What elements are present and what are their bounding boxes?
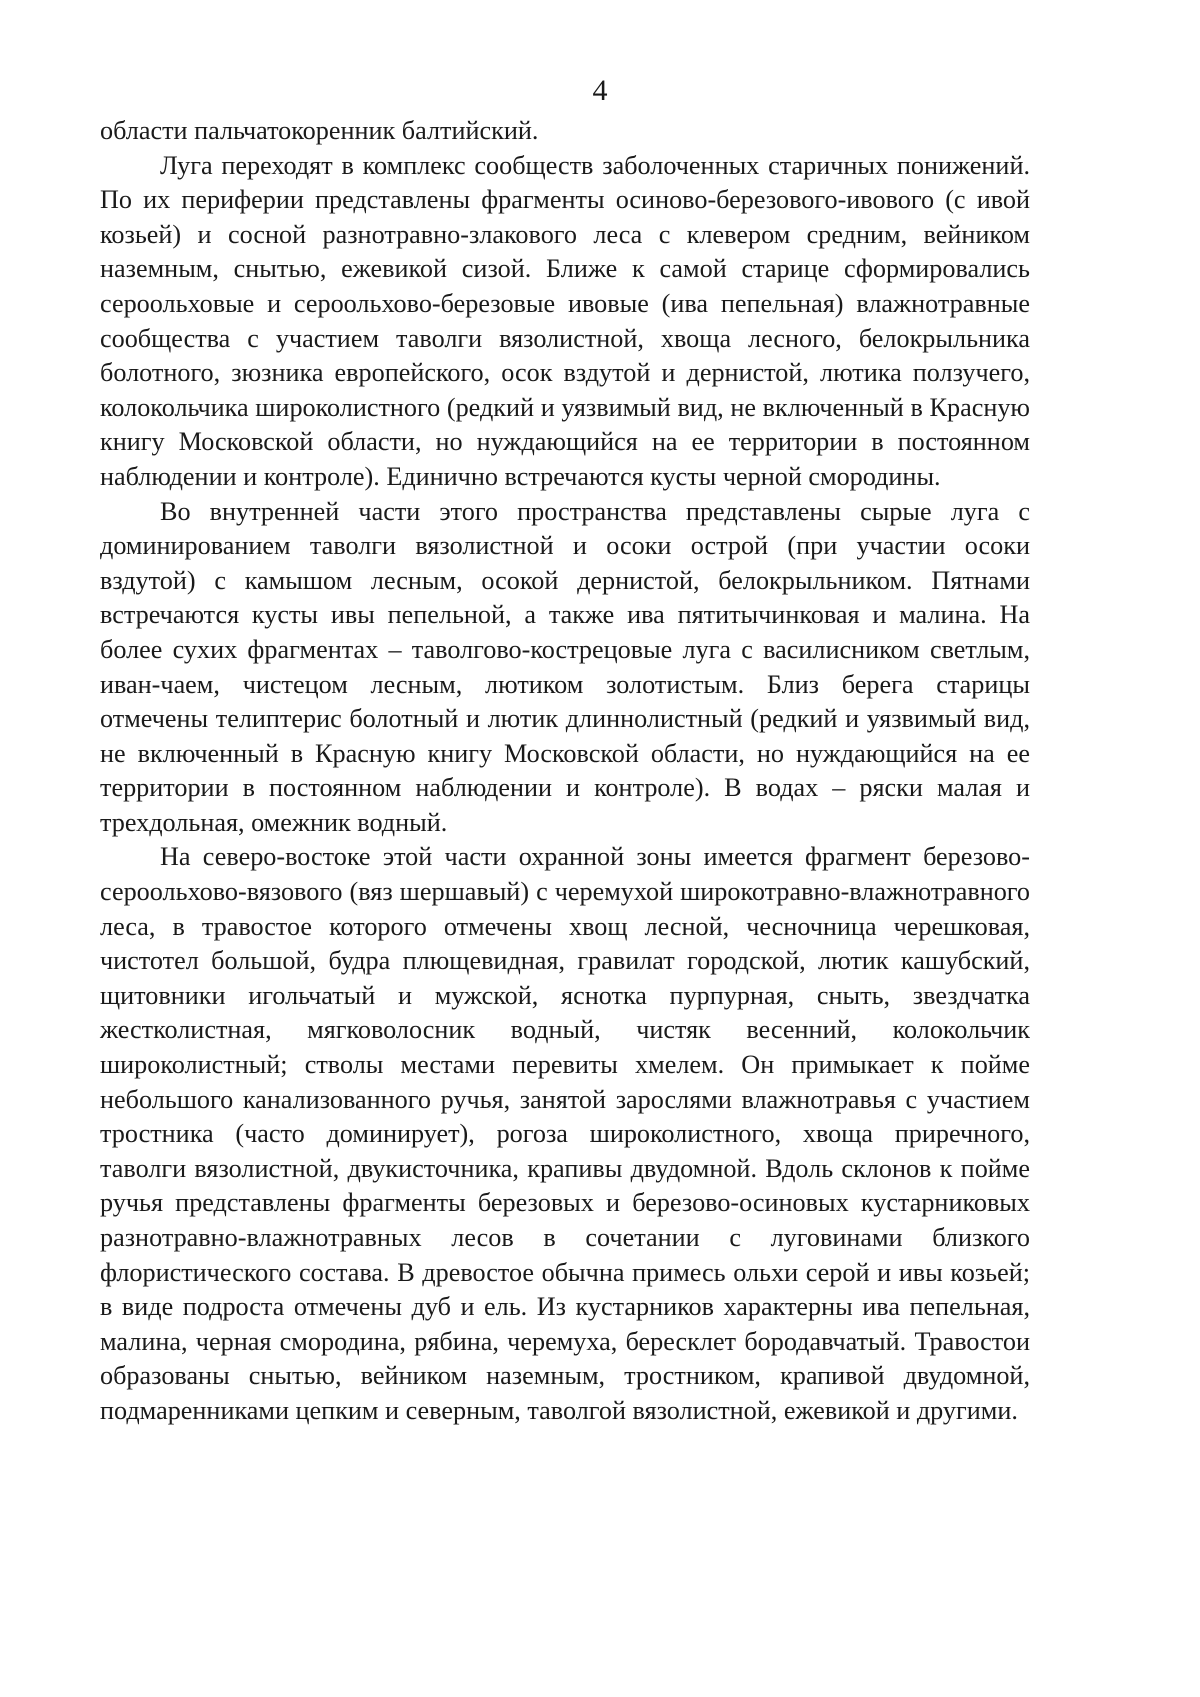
- paragraph-continuation: области пальчатокоренник балтийский.: [100, 116, 539, 145]
- paragraph-north-east: На северо-востоке этой части охранной зоны имеется фрагмент березово-сероольхово-вязового (вяз шершавый) с черемухой широкотравно-влажнотравного леса, в травостое которого отмечены хвощ лесной, чесночница черешковая, чистотел большой, будра плющевидная, гравилат городской, лютик кашубский, щитовники игольчатый и мужской, яснотка пурпурная, сныть, звездчатка жестколистная, мягковолосник водный, чистяк весенний, колокольчик широколистный; стволы местами перевиты хмелем. Он примыкает к пойме небольшого канализованного ручья, занятой зарослями влажнотравья с участием тростника (часто доминирует), рогоза широколистного, хвоща приречного, таволги вязолистной, двукисточника, крапивы двудомной. Вдоль склонов к пойме ручья представлены фрагменты березовых и березово-осиновых кустарниковых разнотравно-влажнотравных лесов в сочетании с луговинами близкого флористического состава. В древостое обычна примесь ольхи серой и ивы козьей; в виде подроста отмечены дуб и ель. Из кустарников характерны ива пепельная, малина, черная смородина, рябина, черемуха, бересклет бородавчатый. Травостои образованы снытью, вейником наземным, тростником, крапивой двудомной, подмаренниками цепким и северным, таволгой вязолистной, ежевикой и другими.: [100, 842, 1030, 1425]
- page-number: 4: [592, 74, 608, 107]
- paragraph-inner-part: Во внутренней части этого пространства представлены сырые луга с доминированием таволги вязолистной и осоки острой (при участии осоки вздутой) с камышом лесным, осокой дернистой, белокрыльником. Пятнами встречаются кусты ивы пепельной, а также ива пятитычинковая и малина. На более сухих фрагментах – таволгово-кострецовые луга с василисником светлым, иван-чаем, чистецом лесным, лютиком золотистым. Близ берега старицы отмечены телиптерис болотный и лютик длиннолистный (редкий и уязвимый вид, не включенный в Красную книгу Московской области, но нуждающийся на ее территории в постоянном наблюдении и контроле). В водах – ряски малая и трехдольная, омежник водный.: [100, 496, 1030, 837]
- paragraph-meadows: Луга переходят в комплекс сообществ заболоченных старичных понижений. По их периферии представлены фрагменты осиново-березового-ивового (с ивой козьей) и сосной разнотравно-злакового леса с клевером средним, вейником наземным, снытью, ежевикой сизой. Ближе к самой старице сформировались сероольховые и сероольхово-березовые ивовые (ива пепельная) влажнотравные сообщества с участием таволги вязолистной, хвоща лесного, белокрыльника болотного, зюзника европейского, осок вздутой и дернистой, лютика ползучего, колокольчика широколистного (редкий и уязвимый вид, не включенный в Красную книгу Московской области, но нуждающийся на ее территории в постоянном наблюдении и контроле). Единично встречаются кусты черной смородины.: [100, 150, 1030, 491]
- document-body: [100, 114, 1030, 1429]
